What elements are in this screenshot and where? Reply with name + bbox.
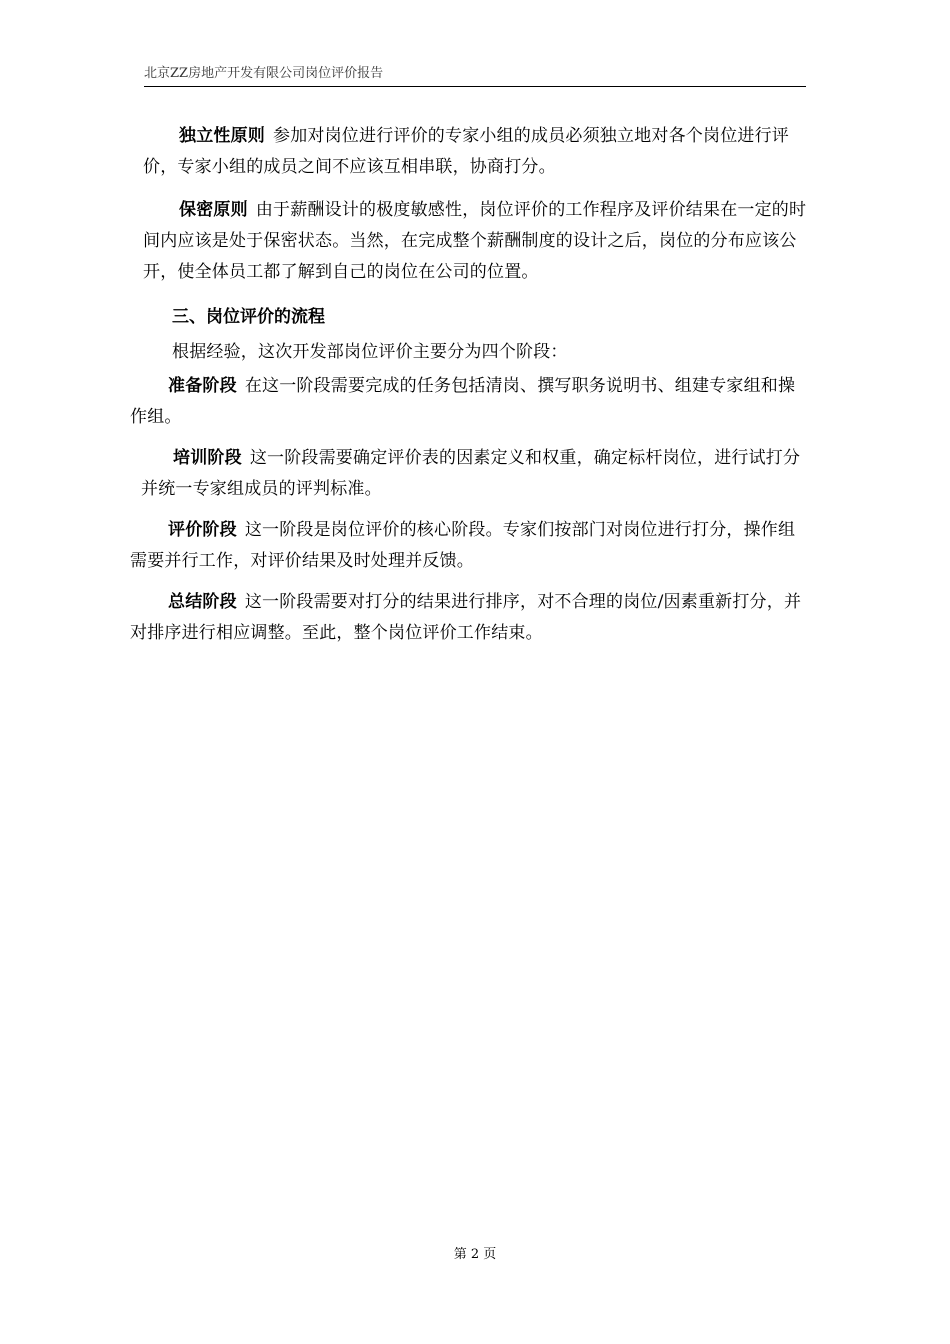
- header-title: 北京ZZ房地产开发有限公司岗位评价报告: [144, 66, 384, 81]
- principle-independence: [143, 121, 807, 183]
- stage-summary: [130, 587, 808, 649]
- stage-lead: 评价阶段: [168, 520, 237, 540]
- page-footer: [0, 1246, 950, 1264]
- stage-text: 这一阶段是岗位评价的核心阶段。专家们按部门对岗位进行打分，操作组需要并行工作，对评价结果及时处理并反馈。: [130, 520, 796, 571]
- stage-text: 在这一阶段需要完成的任务包括清岗、撰写职务说明书、组建专家组和操作组。: [130, 376, 796, 427]
- stage-lead: 准备阶段: [168, 376, 237, 396]
- principle-lead: 保密原则: [179, 200, 248, 220]
- page-header: [144, 64, 806, 87]
- stage-evaluation: [130, 515, 808, 577]
- principle-text: 由于薪酬设计的极度敏感性，岗位评价的工作程序及评价结果在一定的时间内应该是处于保密状态。当然，在完成整个薪酬制度的设计之后，岗位的分布应该公开，使全体员工都了解到自己的岗位在公司的位置。: [143, 200, 807, 282]
- stage-training: [141, 443, 808, 505]
- section-intro: 根据经验，这次开发部岗位评价主要分为四个阶段：: [172, 342, 568, 362]
- stage-lead: 总结阶段: [168, 592, 237, 612]
- stage-preparation: [130, 371, 808, 433]
- section-heading: 三、岗位评价的流程: [172, 307, 325, 327]
- principle-confidentiality: [143, 195, 807, 288]
- principle-text: 参加对岗位进行评价的专家小组的成员必须独立地对各个岗位进行评价，专家小组的成员之间不应该互相串联，协商打分。: [143, 126, 789, 177]
- stage-text: 这一阶段需要对打分的结果进行排序，对不合理的岗位/因素重新打分，并对排序进行相应调整。至此，整个岗位评价工作结束。: [130, 592, 802, 643]
- stage-text: 这一阶段需要确定评价表的因素定义和权重，确定标杆岗位，进行试打分并统一专家组成员的评判标准。: [141, 448, 801, 499]
- stage-lead: 培训阶段: [173, 448, 242, 468]
- principle-lead: 独立性原则: [179, 126, 265, 146]
- page-number: 第 2 页: [453, 1247, 497, 1262]
